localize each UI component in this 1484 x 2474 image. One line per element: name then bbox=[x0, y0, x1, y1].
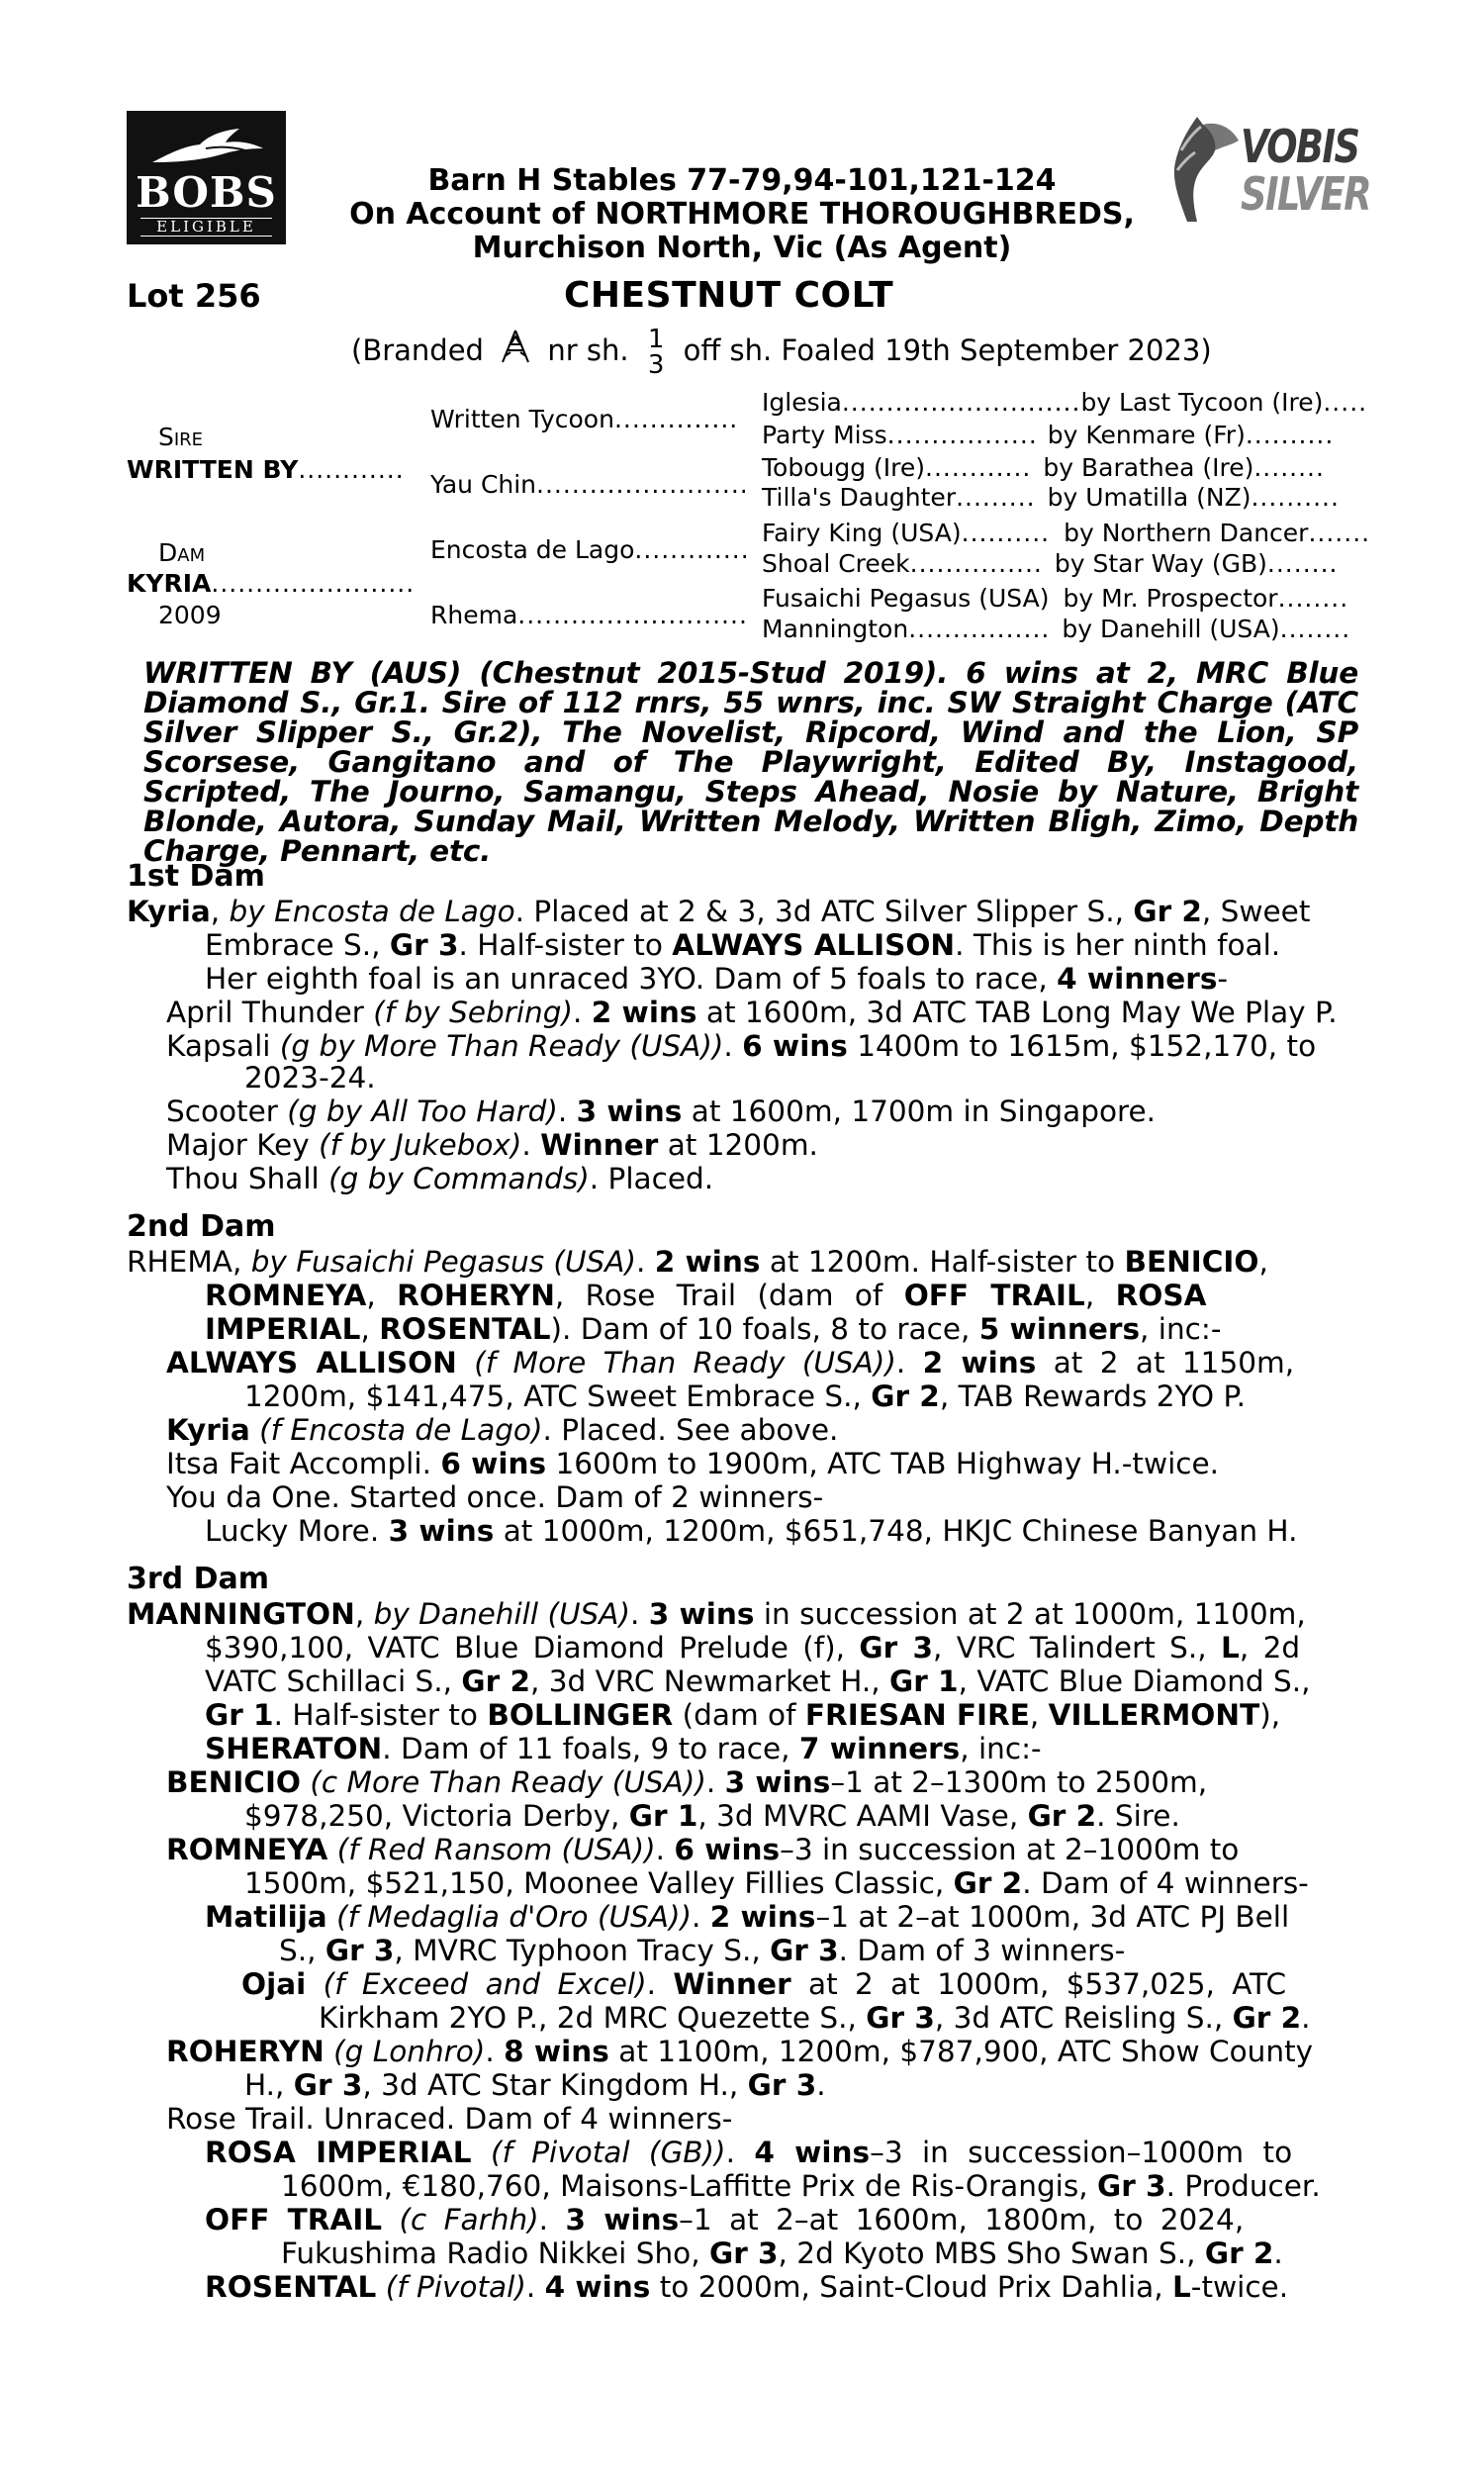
grade: Gr 2 bbox=[1232, 2001, 1302, 2035]
text: H., bbox=[244, 2068, 294, 2102]
text: -twice. bbox=[1190, 2270, 1289, 2304]
sire-ref: by Danehill (USA) bbox=[373, 1597, 630, 1631]
text: 1600m to 1900m, ATC TAB Highway H.-twice. bbox=[546, 1447, 1220, 1480]
gen3-name: Fairy King (USA) bbox=[762, 519, 962, 547]
gen3-by: by Kenmare (Fr) bbox=[1047, 421, 1246, 449]
branded-near: nr sh. bbox=[547, 333, 629, 367]
gen3-name: Party Miss bbox=[762, 421, 887, 449]
text: . Dam of 3 winners- bbox=[838, 1934, 1126, 1967]
gen3-name: Mannington bbox=[762, 615, 909, 643]
text: . bbox=[573, 996, 592, 1029]
gen3-row-5: Fairy King (USA).......... by Northern Dancer....... bbox=[762, 519, 1371, 547]
wins: 3 wins bbox=[724, 1765, 831, 1799]
horse-name: Thou Shall bbox=[166, 1162, 329, 1195]
mannington-line-4 bbox=[205, 1698, 1280, 1732]
text: Fukushima Radio Nikkei Sho, bbox=[281, 2236, 709, 2270]
wins: 3 wins bbox=[388, 1514, 495, 1548]
text: , 3d ATC Reisling S., bbox=[934, 2001, 1233, 2035]
text: in succession at 2 at 1000m, 1100m, bbox=[754, 1597, 1306, 1631]
text: . bbox=[723, 1029, 743, 1063]
grade: Gr 3 bbox=[747, 2068, 817, 2102]
text: ). Dam of 10 foals, 8 to race, bbox=[550, 1312, 979, 1346]
kapsali-line-2: 2023-24. bbox=[244, 1061, 376, 1094]
text: . Placed. See above. bbox=[542, 1413, 839, 1447]
text: , TAB Rewards 2YO P. bbox=[939, 1380, 1247, 1413]
wins: 2 wins bbox=[922, 1346, 1037, 1380]
you-da-one-line: You da One. Started once. Dam of 2 winners- bbox=[166, 1480, 824, 1514]
dam-name: KYRIA bbox=[127, 569, 212, 598]
gen3-name: Tilla's Daughter bbox=[762, 483, 957, 512]
gen3-by: by Danehill (USA) bbox=[1062, 615, 1280, 643]
text: at 2 at 1000m, $537,025, ATC bbox=[790, 1967, 1287, 2001]
text: at 2 at 1150m, bbox=[1036, 1346, 1295, 1380]
grade: Gr 1 bbox=[205, 1698, 274, 1732]
wins: 3 wins bbox=[576, 1094, 683, 1128]
text: –1 at 2–1300m to 2500m, bbox=[830, 1765, 1208, 1799]
text: Kirkham 2YO P., 2d MRC Quezette S., bbox=[319, 2001, 867, 2035]
matilija-line-2 bbox=[279, 1934, 1125, 1967]
grade: Gr 3 bbox=[708, 2236, 779, 2270]
sire-label: Sire bbox=[158, 423, 204, 451]
major-key-line bbox=[166, 1128, 818, 1162]
benicio-line-2 bbox=[244, 1799, 1180, 1833]
thou-shall-line bbox=[166, 1162, 713, 1195]
brand-mark-icon bbox=[499, 329, 532, 364]
text: - bbox=[1217, 962, 1229, 996]
text: , bbox=[360, 1312, 380, 1346]
winners-count: 5 winners bbox=[978, 1312, 1141, 1346]
grade: Gr 3 bbox=[389, 928, 459, 962]
third-dam-heading: 3rd Dam bbox=[127, 1562, 269, 1596]
text: at 1600m, 3d ATC TAB Long May We Play P. bbox=[696, 996, 1338, 1029]
gen3-by: by Star Way (GB) bbox=[1054, 549, 1267, 578]
second-dam-heading: 2nd Dam bbox=[127, 1209, 276, 1244]
sire-ref: (f Medaglia d'Oro (USA)) bbox=[326, 1900, 692, 1934]
rosental-line bbox=[205, 2270, 1288, 2304]
horse-name: April Thunder bbox=[166, 996, 374, 1029]
scooter-line bbox=[166, 1094, 1156, 1128]
sire-ref: (f More Than Ready (USA)) bbox=[456, 1346, 896, 1380]
kyria-line-2 bbox=[205, 928, 1280, 962]
sire-ref: (g Lonhro) bbox=[324, 2035, 486, 2068]
text: . bbox=[705, 1765, 725, 1799]
text: , 3d MVRC AAMI Vase, bbox=[697, 1799, 1028, 1833]
text: VATC Schillaci S., bbox=[205, 1665, 462, 1698]
sire-ref: (g by More Than Ready (USA)) bbox=[279, 1029, 724, 1063]
text: . Placed at 2 & 3, 3d ATC Silver Slipper S., bbox=[514, 895, 1134, 928]
wins: 6 wins bbox=[674, 1833, 781, 1866]
grade: Gr 2 bbox=[1133, 895, 1202, 928]
text: at 1200m. bbox=[658, 1128, 818, 1162]
horse-name: Matilija bbox=[205, 1900, 327, 1934]
matilija-line-1 bbox=[205, 1900, 1289, 1934]
sire-ref: (c More Than Ready (USA)) bbox=[301, 1765, 706, 1799]
sire-name: WRITTEN BY bbox=[127, 455, 299, 484]
gen3-by: by Last Tycoon (Ire) bbox=[1080, 388, 1324, 417]
text: Her eighth foal is an unraced 3YO. Dam of 5 foals to race, bbox=[205, 962, 1058, 996]
grade: Gr 2 bbox=[871, 1380, 940, 1413]
rosa-imperial-line-2 bbox=[281, 2169, 1321, 2203]
sire-ref: (f by Sebring) bbox=[373, 996, 573, 1029]
winners-count: 4 winners bbox=[1057, 962, 1218, 996]
wins: 3 wins bbox=[648, 1597, 755, 1631]
horse-name: ALWAYS ALLISON bbox=[672, 928, 956, 962]
dam-name-row: KYRIA....................... bbox=[127, 569, 416, 598]
text: . Half-sister to bbox=[273, 1698, 488, 1732]
horse-name: Kyria bbox=[166, 1413, 250, 1447]
horse-name: Kapsali bbox=[166, 1029, 280, 1063]
kyria-foal-line bbox=[166, 1413, 838, 1447]
sire-ref: (f Encosta de Lago) bbox=[249, 1413, 543, 1447]
gen3-name: Tobougg (Ire) bbox=[762, 453, 926, 482]
horse-name: IMPERIAL bbox=[205, 1312, 361, 1346]
horse-name: ROMNEYA bbox=[166, 1833, 328, 1866]
text: , bbox=[1258, 1245, 1268, 1279]
gen3-row-1: Iglesia...........................by Last Tycoon (Ire)..... bbox=[762, 388, 1368, 417]
horse-name: OFF TRAIL bbox=[205, 2203, 383, 2236]
text: . Dam of 4 winners- bbox=[1022, 1866, 1309, 1900]
gen3-by: by Umatilla (NZ) bbox=[1047, 483, 1252, 512]
gen2-name: Yau Chin bbox=[430, 470, 537, 499]
sire-ref: (f Pivotal (GB)) bbox=[471, 2136, 726, 2169]
gen3-name: Iglesia bbox=[762, 388, 842, 417]
grade: Gr 3 bbox=[770, 1934, 839, 1967]
text: , bbox=[366, 1279, 398, 1312]
horse-name: Lucky More. bbox=[205, 1514, 389, 1548]
grade: Gr 3 bbox=[866, 2001, 935, 2035]
text: 1600m, €180,760, Maisons-Laffitte Prix de Ris-Orangis, bbox=[281, 2169, 1098, 2203]
itsa-line bbox=[166, 1447, 1219, 1480]
kapsali-line-1 bbox=[166, 1029, 1316, 1063]
april-thunder-line bbox=[166, 996, 1338, 1029]
horse-name: ALWAYS ALLISON bbox=[166, 1346, 457, 1380]
ojai-line-2 bbox=[319, 2001, 1311, 2035]
text: , VRC Talindert S., bbox=[932, 1631, 1222, 1665]
horse-name: ROSA bbox=[1115, 1279, 1207, 1312]
mannington-line-2 bbox=[205, 1631, 1300, 1665]
text: , bbox=[1084, 1279, 1116, 1312]
text: , inc:- bbox=[1140, 1312, 1222, 1346]
text: , 2d Kyoto MBS Sho Swan S., bbox=[778, 2236, 1205, 2270]
branded-open: (Branded bbox=[351, 333, 484, 367]
romneya-line-1 bbox=[166, 1833, 1239, 1866]
horse-name: Scooter bbox=[166, 1094, 288, 1128]
text: , MVRC Typhoon Tracy S., bbox=[394, 1934, 771, 1967]
gen2-dam-sire: Encosta de Lago............. bbox=[430, 535, 750, 564]
dam-label: Dam bbox=[158, 538, 206, 567]
horse-name: VILLERMONT bbox=[1048, 1698, 1260, 1732]
horse-name: FRIESAN FIRE bbox=[804, 1698, 1030, 1732]
grade: Gr 1 bbox=[628, 1799, 698, 1833]
header-line-2: On Account of NORTHMORE THOROUGHBREDS, bbox=[349, 197, 1135, 232]
text: . bbox=[725, 2136, 755, 2169]
text: –3 in succession–1000m to bbox=[870, 2136, 1293, 2169]
gen3-by: by Northern Dancer bbox=[1064, 519, 1309, 547]
text: . bbox=[691, 1900, 710, 1934]
mannington-line-3 bbox=[205, 1665, 1311, 1698]
grade: Gr 3 bbox=[1097, 2169, 1166, 2203]
rhema-line-3 bbox=[205, 1312, 1221, 1346]
wins: 8 wins bbox=[504, 2035, 609, 2068]
text: . bbox=[538, 2203, 566, 2236]
sire-ref: (f by Jukebox) bbox=[319, 1128, 522, 1162]
wins: 6 wins bbox=[742, 1029, 848, 1063]
silver-logo-text: SILVER bbox=[1241, 167, 1370, 221]
gen3-by: by Barathea (Ire) bbox=[1043, 453, 1254, 482]
wins: 6 wins bbox=[440, 1447, 547, 1480]
lot-number: Lot 256 bbox=[127, 277, 261, 315]
horse-name: BENICIO bbox=[166, 1765, 302, 1799]
wins: 3 wins bbox=[565, 2203, 680, 2236]
text: . bbox=[521, 1128, 541, 1162]
roheryn-line-2 bbox=[244, 2068, 826, 2102]
text: to 2000m, Saint-Cloud Prix Dahlia, bbox=[650, 2270, 1172, 2304]
kyria-line-3 bbox=[205, 962, 1228, 996]
gen3-name: Fusaichi Pegasus (USA) bbox=[762, 584, 1050, 613]
rhema-line-2 bbox=[205, 1279, 1206, 1312]
text: . bbox=[635, 1245, 655, 1279]
horse-name: ROMNEYA bbox=[205, 1279, 367, 1312]
wins: 4 wins bbox=[754, 2136, 871, 2169]
gen3-row-3: Tobougg (Ire)............ by Barathea (Ire)........ bbox=[762, 453, 1325, 482]
off-trail-line-1 bbox=[205, 2203, 1244, 2236]
text: , 3d VRC Newmarket H., bbox=[529, 1665, 890, 1698]
sire-ref: (f Red Ransom (USA)) bbox=[327, 1833, 656, 1866]
bobs-logo-text: BOBS bbox=[136, 168, 277, 217]
gen3-row-8: Mannington................ by Danehill (USA)........ bbox=[762, 615, 1351, 643]
sire-ref: by Encosta de Lago bbox=[229, 895, 515, 928]
wins: 2 wins bbox=[654, 1245, 761, 1279]
rhema-line-1 bbox=[127, 1245, 1268, 1279]
gen2-name: Written Tycoon bbox=[430, 405, 614, 433]
text: . Producer. bbox=[1165, 2169, 1321, 2203]
text: , 3d ATC Star Kingdom H., bbox=[362, 2068, 748, 2102]
rosa-imperial-line-1 bbox=[205, 2136, 1292, 2169]
gen2-sire-sire: Written Tycoon.............. bbox=[430, 405, 739, 433]
horse-name: Ojai bbox=[241, 1967, 307, 2001]
text: , 2d bbox=[1239, 1631, 1301, 1665]
ojai-line-1 bbox=[241, 1967, 1286, 2001]
horse-name: ROSENTAL bbox=[205, 2270, 377, 2304]
brand-details bbox=[351, 327, 1212, 378]
dam-name: RHEMA, bbox=[127, 1245, 251, 1279]
gen2-name: Rhema bbox=[430, 601, 518, 629]
horse-name: BENICIO bbox=[1124, 1245, 1259, 1279]
text: . bbox=[1301, 2001, 1311, 2035]
wins: 2 wins bbox=[709, 1900, 816, 1934]
grade: Gr 2 bbox=[1204, 2236, 1274, 2270]
text: . Half-sister to bbox=[458, 928, 673, 962]
text: at 1200m. Half-sister to bbox=[760, 1245, 1125, 1279]
vobis-logo-text: VOBIS bbox=[1241, 120, 1359, 173]
gen3-row-7: Fusaichi Pegasus (USA) by Mr. Prospector........ bbox=[762, 584, 1349, 613]
text: . bbox=[646, 1967, 674, 2001]
text: –1 at 2–at 1000m, 3d ATC PJ Bell bbox=[815, 1900, 1290, 1934]
grade: L bbox=[1221, 1631, 1240, 1665]
text: , VATC Blue Diamond S., bbox=[958, 1665, 1311, 1698]
text: at 1600m, 1700m in Singapore. bbox=[682, 1094, 1157, 1128]
gen2-dam-dam: Rhema.......................... bbox=[430, 601, 748, 629]
text: . Dam of 11 foals, 9 to race, bbox=[382, 1732, 799, 1765]
text: 1500m, $521,150, Moonee Valley Fillies Classic, bbox=[244, 1866, 954, 1900]
gen2-name: Encosta de Lago bbox=[430, 535, 635, 564]
gen3-name: Shoal Creek bbox=[762, 549, 910, 578]
mannington-line-5 bbox=[205, 1732, 1042, 1765]
dam-name: Kyria bbox=[127, 895, 211, 928]
sire-name-row: WRITTEN BY............ bbox=[127, 455, 405, 484]
dam-name: MANNINGTON bbox=[127, 1597, 355, 1631]
gen2-sire-dam: Yau Chin........................ bbox=[430, 470, 749, 499]
kyria-line-1: Kyria, by Encosta de Lago. Placed at 2 & 3, 3d ATC Silver Slipper S., Gr 2, Sweet bbox=[127, 895, 1311, 928]
text: . bbox=[816, 2068, 826, 2102]
sire-ref: by Fusaichi Pegasus (USA) bbox=[250, 1245, 636, 1279]
sire-ref: (f Pivotal) bbox=[376, 2270, 526, 2304]
wins: 4 wins bbox=[544, 2270, 651, 2304]
horse-name: ROSENTAL bbox=[379, 1312, 551, 1346]
vobis-silver-logo bbox=[1158, 111, 1370, 230]
horse-name: Itsa Fait Accompli. bbox=[166, 1447, 441, 1480]
off-trail-line-2 bbox=[281, 2236, 1283, 2270]
grade: L bbox=[1171, 2270, 1191, 2304]
horse-name: BOLLINGER bbox=[487, 1698, 674, 1732]
text: 1200m, $141,475, ATC Sweet Embrace S., bbox=[244, 1380, 872, 1413]
text: $390,100, VATC Blue Diamond Prelude (f), bbox=[205, 1631, 860, 1665]
wins: 2 wins bbox=[591, 996, 697, 1029]
gen3-row-2: Party Miss................. by Kenmare (Fr).......... bbox=[762, 421, 1335, 449]
grade: Gr 1 bbox=[889, 1665, 959, 1698]
grade: Gr 2 bbox=[953, 1866, 1023, 1900]
header-line-3: Murchison North, Vic (As Agent) bbox=[472, 231, 1012, 265]
wins: Winner bbox=[540, 1128, 659, 1162]
grade: Gr 2 bbox=[1027, 1799, 1097, 1833]
text: . This is her ninth foal. bbox=[955, 928, 1281, 962]
text: , Rose Trail (dam of bbox=[554, 1279, 904, 1312]
text: $978,250, Victoria Derby, bbox=[244, 1799, 629, 1833]
text: . bbox=[1273, 2236, 1283, 2270]
text: , inc:- bbox=[960, 1732, 1042, 1765]
horse-name: Major Key bbox=[166, 1128, 320, 1162]
text: , bbox=[354, 1597, 374, 1631]
romneya-line-2 bbox=[244, 1866, 1309, 1900]
header-line-1: Barn H Stables 77-79,94-101,121-124 bbox=[427, 163, 1057, 198]
grade: Gr 2 bbox=[461, 1665, 530, 1698]
winners-count: 7 winners bbox=[798, 1732, 961, 1765]
text: 1400m to 1615m, $152,170, to bbox=[847, 1029, 1317, 1063]
text: . bbox=[525, 2270, 545, 2304]
text: . bbox=[895, 1346, 923, 1380]
gen3-row-4: Tilla's Daughter......... by Umatilla (NZ).......... bbox=[762, 483, 1340, 512]
text: . bbox=[485, 2035, 505, 2068]
wins: Winner bbox=[673, 1967, 791, 2001]
text: –1 at 2–at 1600m, 1800m, to 2024, bbox=[679, 2203, 1245, 2236]
text: at 1100m, 1200m, $787,900, ATC Show County bbox=[608, 2035, 1314, 2068]
mannington-line-1 bbox=[127, 1597, 1306, 1631]
horse-name: ROHERYN bbox=[166, 2035, 325, 2068]
text: Embrace S., bbox=[205, 928, 390, 962]
lot-title: CHESTNUT COLT bbox=[564, 275, 894, 316]
eligible-logo-text: ELIGIBLE bbox=[140, 218, 272, 237]
text: . Placed. bbox=[589, 1162, 714, 1195]
benicio-line-1 bbox=[166, 1765, 1207, 1799]
first-dam-heading: 1st Dam bbox=[127, 859, 265, 894]
gen3-by: by Mr. Prospector bbox=[1063, 584, 1278, 613]
branded-rest: off sh. Foaled 19th September 2023) bbox=[683, 333, 1212, 367]
brand-fraction-num: 1 bbox=[647, 325, 665, 354]
horse-name: ROSA IMPERIAL bbox=[205, 2136, 472, 2169]
horse-name: SHERATON bbox=[205, 1732, 383, 1765]
text: –3 in succession at 2–1000m to bbox=[780, 1833, 1240, 1866]
brand-fraction-den: 3 bbox=[647, 350, 665, 380]
gen3-row-6: Shoal Creek............... by Star Way (GB)........ bbox=[762, 549, 1339, 578]
text: . bbox=[655, 1833, 675, 1866]
grade: Gr 3 bbox=[293, 2068, 363, 2102]
text: . bbox=[629, 1597, 649, 1631]
horse-name: OFF TRAIL bbox=[903, 1279, 1085, 1312]
bobs-eligible-logo bbox=[127, 111, 286, 244]
sire-ref: (c Farhh) bbox=[382, 2203, 539, 2236]
grade: Gr 3 bbox=[859, 1631, 933, 1665]
grade: Gr 3 bbox=[325, 1934, 395, 1967]
text: at 1000m, 1200m, $651,748, HKJC Chinese Banyan H. bbox=[494, 1514, 1298, 1548]
roheryn-line-1 bbox=[166, 2035, 1313, 2068]
always-allison-line-2 bbox=[244, 1380, 1246, 1413]
horse-head-icon bbox=[1158, 111, 1247, 230]
lucky-more-line bbox=[205, 1514, 1297, 1548]
text: (dam of bbox=[673, 1698, 805, 1732]
dam-year: 2009 bbox=[158, 601, 222, 629]
sire-ref: (f Exceed and Excel) bbox=[306, 1967, 647, 2001]
text: , bbox=[1029, 1698, 1049, 1732]
sire-summary: WRITTEN BY (AUS) (Chestnut 2015-Stud 2019). 6 wins at 2, MRC Blue Diamond S., Gr.1. Sire of 112 rnrs, 55 wnrs, inc. SW Straight Charge (ATC Silver Slipper S., Gr.2), The Novelist, Ripcord, Wind and the Lion, SP Scorsese, Gangitano and of The Playwright, Edited By, Instagood, Scripted, The Journo, Samangu, Steps Ahead, Nosie by Nature, Bright Blonde, Autora, Sunday Mail, Written Melody, Written Bligh, Zimo, Depth Charge, Pennart, etc. bbox=[143, 656, 1358, 868]
rose-trail-line: Rose Trail. Unraced. Dam of 4 winners- bbox=[166, 2102, 733, 2136]
sire-ref: (g by Commands) bbox=[328, 1162, 590, 1195]
horse-name: ROHERYN bbox=[397, 1279, 555, 1312]
bird-icon bbox=[148, 125, 265, 168]
text: , Sweet bbox=[1201, 895, 1311, 928]
sire-ref: (g by All Too Hard) bbox=[287, 1094, 558, 1128]
brand-fraction bbox=[648, 327, 665, 378]
text: . bbox=[557, 1094, 577, 1128]
always-allison-line-1 bbox=[166, 1346, 1294, 1380]
text: . Sire. bbox=[1096, 1799, 1180, 1833]
text: S., bbox=[279, 1934, 325, 1967]
text: ), bbox=[1259, 1698, 1281, 1732]
